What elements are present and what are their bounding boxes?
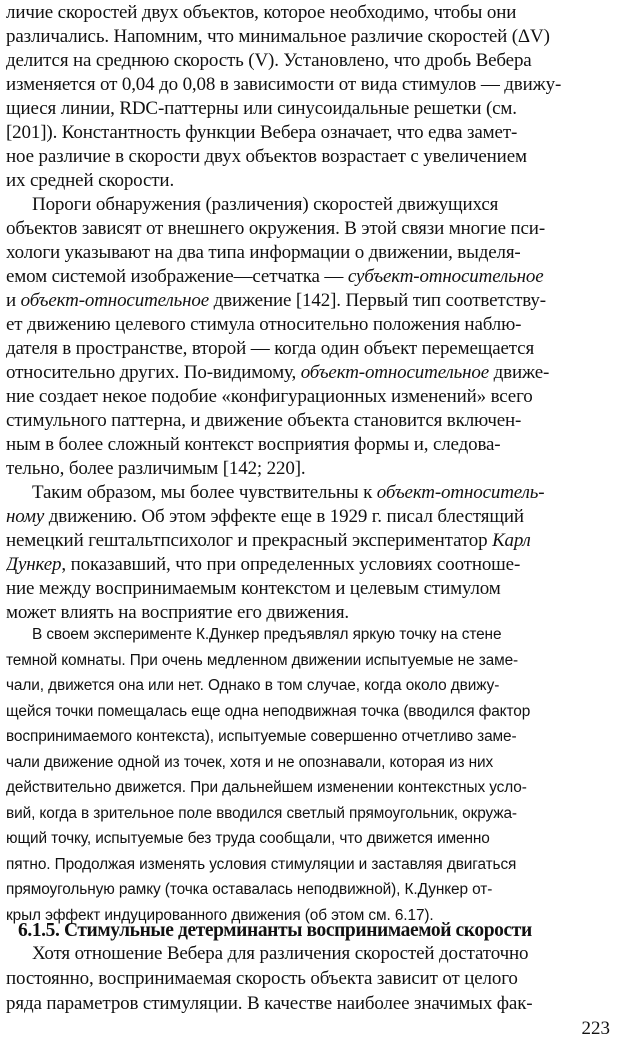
italic-term: объект-относительное xyxy=(20,290,209,311)
text-line: ющий точку, испытуемые без труда сообщали, что движется именно xyxy=(6,830,490,847)
text-line: может влиять на восприятие его движения. xyxy=(6,602,350,623)
italic-term: объект-относитель- xyxy=(376,482,545,503)
text-line: ному движению. Об этом эффекте еще в 1929 г. писал блестящий xyxy=(6,506,524,527)
text-line: ние между воспринимаемым контекстом и целевым стимулом xyxy=(6,578,501,599)
text-line: В своем эксперименте К.Дункер предъявлял яркую точку на стене xyxy=(32,626,502,643)
text-line: личие скоростей двух объектов, которое необходимо, чтобы они xyxy=(6,2,517,23)
text-line: различались. Напомним, что минимальное различие скоростей (ΔV) xyxy=(6,26,550,47)
text-line: щиеся линии, RDC-паттерны или синусоидальные решетки (см. xyxy=(6,98,517,119)
text-line: прямоугольную рамку (точка оставалась неподвижной), К.Дункер от- xyxy=(6,881,493,898)
text-line: ным в более сложный контекст восприятия формы и, следова- xyxy=(6,434,501,455)
text-line: ние создает некое подобие «конфигурационных изменений» всего xyxy=(6,386,533,407)
text-line: Пороги обнаружения (различения) скоростей движущихся xyxy=(32,194,499,215)
text-line: вий, когда в зрительное поле вводился светлый прямоугольник, окружа- xyxy=(6,805,517,822)
text-line: дателя в пространстве, второй — когда один объект перемещается xyxy=(6,338,535,359)
text-line: изменяется от 0,04 до 0,08 в зависимости от вида стимулов — движу- xyxy=(6,74,562,95)
section-heading: 6.1.5. Стимульные детерминанты воспринимаемой скорости xyxy=(18,920,532,941)
text-line: Хотя отношение Вебера для различения скоростей достаточно xyxy=(32,943,529,964)
text-line: пятно. Продолжая изменять условия стимуляции и заставляя двигаться xyxy=(6,856,517,873)
text-line: немецкий гештальтпсихолог и прекрасный экспериментатор Карл xyxy=(6,530,531,551)
text-line: ное различие в скорости двух объектов возрастает с увеличением xyxy=(6,146,527,167)
text-line: делится на среднюю скорость (V). Установлено, что дробь Вебера xyxy=(6,50,532,71)
italic-term: ному xyxy=(6,506,45,527)
text-line: действительно движется. При дальнейшем изменении контекстных усло- xyxy=(6,779,527,796)
text-line: ет движению целевого стимула относительно положения наблю- xyxy=(6,314,522,335)
text-line: емом системой изображение—сетчатка — субъект-относительное xyxy=(6,266,544,287)
text-line: чали, движется она или нет. Однако в том случае, когда около движу- xyxy=(6,677,500,694)
italic-name: Карл xyxy=(492,530,531,551)
text-line: объектов зависят от внешнего окружения. В этой связи многие пси- xyxy=(6,218,545,239)
page-number: 223 xyxy=(581,1018,610,1039)
text-line: их средней скорости. xyxy=(6,170,175,191)
text-line: Таким образом, мы более чувствительны к объект-относитель- xyxy=(32,482,545,503)
text-line: тельно, более различимым [142; 220]. xyxy=(6,458,306,479)
text-line: хологи указывают на два типа информации о движении, выделя- xyxy=(6,242,521,263)
text-line: щейся точки помещалась еще одна неподвижная точка (вводился фактор xyxy=(6,703,531,720)
text-line: воспринимаемого контекста), испытуемые совершенно отчетливо заме- xyxy=(6,728,517,745)
italic-term: субъект-относительное xyxy=(347,266,544,287)
text-line: Дункер, показавший, что при определенных условиях соотноше- xyxy=(6,554,521,575)
text-line: стимульного паттерна, и движение объекта становится включен- xyxy=(6,410,522,431)
text-line: темной комнаты. При очень медленном движении испытуемые не заме- xyxy=(6,652,519,669)
text-line: [201]). Константность функции Вебера означает, что едва замет- xyxy=(6,122,518,143)
text-line: относительно других. По-видимому, объект-относительное движе- xyxy=(6,362,550,383)
italic-name: Дункер xyxy=(6,554,62,575)
text-line: чали движение одной из точек, хотя и не опознавали, которая из них xyxy=(6,754,494,771)
text-line: крыл эффект индуцированного движения (об этом см. 6.17). xyxy=(6,907,434,924)
italic-term: объект-относительное xyxy=(300,362,490,383)
text-line: постоянно, воспринимаемая скорость объекта зависит от целого xyxy=(6,968,518,989)
text-line: и объект-относительное движение [142]. Первый тип соответству- xyxy=(6,290,546,311)
text-line: ряда параметров стимуляции. В качестве наиболее значимых фак- xyxy=(6,993,533,1014)
